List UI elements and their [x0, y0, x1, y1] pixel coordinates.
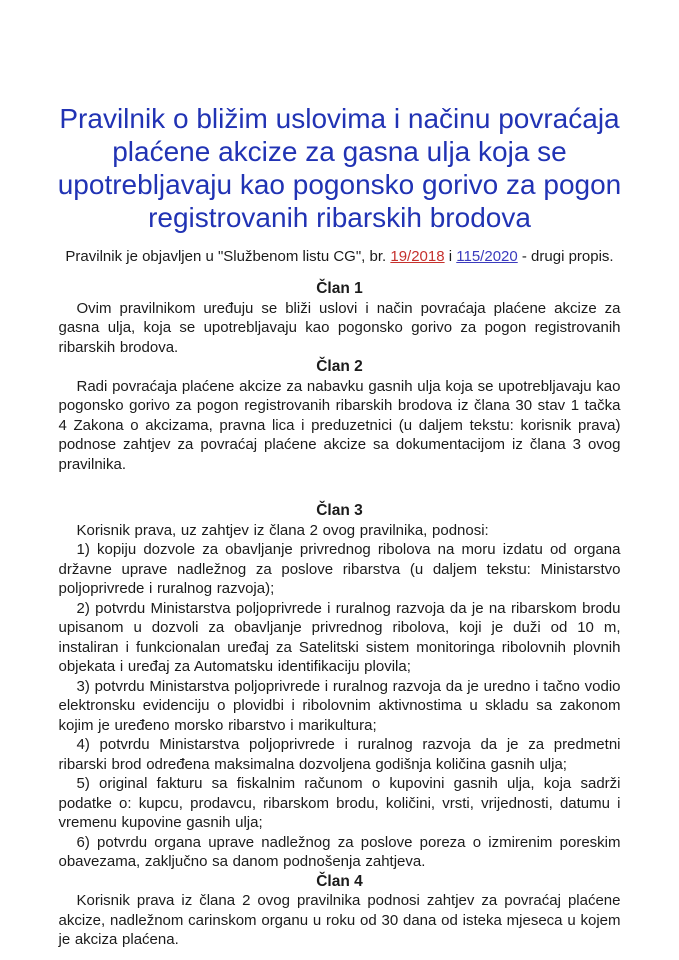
page-title: Pravilnik o bližim uslovima i načinu povraćaja plaćene akcize za gasna ulja koja se upotrebljavaju kao pogonsko gorivo za pogon registrovanih ribarskih brodova: [57, 103, 622, 233]
article-heading: Član 2: [316, 358, 363, 375]
article-heading: Član 3: [316, 502, 363, 519]
article-paragraph: 5) original fakturu sa fiskalnim računom o kupovini gasnih ulja, koja sadrži podatke o: kupcu, prodavcu, ribarskom brodu, količini, vrsti, vrijednosti, datumu i vremenu kupovine gasnih ulja;: [58, 775, 621, 831]
article-heading: Član 1: [316, 280, 363, 297]
article-paragraph: Ovim pravilnikom uređuju se bliži uslovi i način povraćaja plaćene akcize za gasna ulja, koja se upotrebljavaju kao pogonsko gorivo za pogon registrovanih ribarskih brodova.: [58, 299, 621, 356]
publication-note-prefix: Pravilnik je objavljen u "Službenom listu CG", br.: [65, 248, 391, 265]
publication-note-separator: i: [444, 248, 457, 265]
article-paragraph: 3) potvrdu Ministarstva poljoprivrede i ruralnog razvoja da je uredno i tačno vodio elektronsku evidenciju o plovidbi i ribolovnim aktivnostima u skladu sa zakonom kojim je uređeno morsko ribarstvo i marikultura;: [58, 677, 621, 734]
article-paragraph: 2) potvrdu Ministarstva poljoprivrede i ruralnog razvoja da je na ribarskom brodu upisanom u dozvoli za obavljanje privrednog ribolova, koji je duži od 10 m, instaliran i funkcionalan uređaj za Satelitski sistem monitoringa ribolovnih plovnih objekata i uređaj za Automatsku identifikaciju plovila;: [58, 599, 621, 675]
article-paragraph: Korisnik prava iz člana 2 ovog pravilnika podnosi zahtjev za povraćaj plaćene akcize, nadležnom carinskom organu u roku od 30 dana od isteka mjeseca u kojem je akciza plaćena.: [58, 892, 621, 948]
gazette-link-115-2020[interactable]: 115/2020: [456, 248, 518, 265]
gazette-link-19-2018[interactable]: 19/2018: [390, 248, 445, 265]
article-gap: [59, 474, 621, 501]
publication-note: [59, 247, 621, 266]
publication-note-suffix: - drugi propis.: [517, 248, 614, 265]
article-paragraph: 4) potvrdu Ministarstva poljoprivrede i ruralnog razvoja da je za predmetni ribarski brod određena maksimalna dozvoljena godišnja količina gasnih ulja;: [58, 736, 621, 773]
article-paragraph: Korisnik prava, uz zahtjev iz člana 2 ovog pravilnika, podnosi:: [76, 521, 489, 539]
article-paragraph: 6) potvrdu organa uprave nadležnog za poslove poreza o izmirenim poreskim obavezama, zaključno sa danom podnošenja zahtjeva.: [58, 833, 621, 870]
article-paragraph: Radi povraćaja plaćene akcize za nabavku gasnih ulja koja se upotrebljavaju kao pogonsko gorivo za pogon registrovanih ribarskih brodova iz člana 30 stav 1 tačka 4 Zakona o akcizama, pravna lica i preduzetnici (u daljem tekstu: korisnik prava) podnose zahtjev za povraćaj plaćene akcize sa dokumentacijom iz člana 3 ovog pravilnika.: [58, 377, 621, 473]
article-heading: Član 4: [316, 872, 363, 890]
article-paragraph: 1) kopiju dozvole za obavljanje privrednog ribolova na moru izdatu od organa državne uprave nadležnog za poslove ribarstva (u daljem tekstu: Ministarstvo poljoprivrede i ruralnog razvoja);: [58, 541, 621, 597]
articles-container: [59, 279, 621, 950]
